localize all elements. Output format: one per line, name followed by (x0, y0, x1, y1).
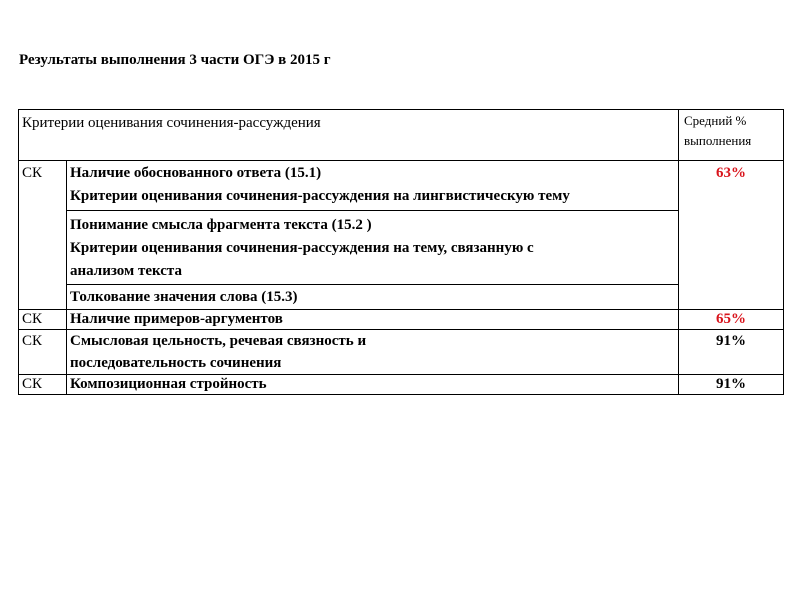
percent-cell: 91% (679, 330, 784, 375)
criteria-line: Наличие обоснованного ответа (15.1) (70, 165, 322, 181)
results-table (18, 109, 784, 395)
criteria-line: Понимание смысла фрагмента текста (15.2 ) (70, 217, 372, 233)
table-row (19, 161, 784, 211)
criteria-line: Толкование значения слова (15.3) (70, 289, 298, 305)
criteria-cell: Композиционная стройность (67, 375, 679, 395)
table-row (19, 375, 784, 395)
criteria-cell (67, 161, 679, 211)
row-code-cell: СК (19, 330, 67, 375)
criteria-cell (67, 211, 679, 285)
header-criteria-label: Критерии оценивания сочинения-рассуждения (22, 115, 321, 131)
row-code-cell: СК (19, 310, 67, 330)
criteria-cell: Наличие примеров-аргументов (67, 310, 679, 330)
table-row (19, 330, 784, 375)
criteria-line: последовательность сочинения (70, 355, 282, 371)
percent-cell: 65% (679, 310, 784, 330)
header-criteria-cell (19, 110, 679, 161)
criteria-cell (67, 285, 679, 310)
table-row (19, 211, 784, 285)
criteria-line: Критерии оценивания сочинения-рассуждения на лингвистическую тему (70, 188, 570, 204)
row-code-cell: СК (19, 375, 67, 395)
percent-cell: 63% (679, 161, 784, 310)
table-header-row (19, 110, 784, 161)
header-percent-label-line2: выполнения (684, 133, 752, 148)
row-code-cell: СК (19, 161, 67, 310)
table-row (19, 310, 784, 330)
criteria-line: Критерии оценивания сочинения-рассуждения на тему, связанную с (70, 240, 534, 256)
header-percent-label-line1: Средний % (684, 113, 747, 128)
criteria-line: анализом текста (70, 263, 182, 279)
criteria-cell (67, 330, 679, 375)
table-row (19, 285, 784, 310)
header-percent-cell (679, 110, 784, 161)
percent-cell: 91% (679, 375, 784, 395)
page-title: Результаты выполнения 3 части ОГЭ в 2015 г (19, 52, 331, 68)
criteria-line: Смысловая цельность, речевая связность и (70, 333, 367, 349)
